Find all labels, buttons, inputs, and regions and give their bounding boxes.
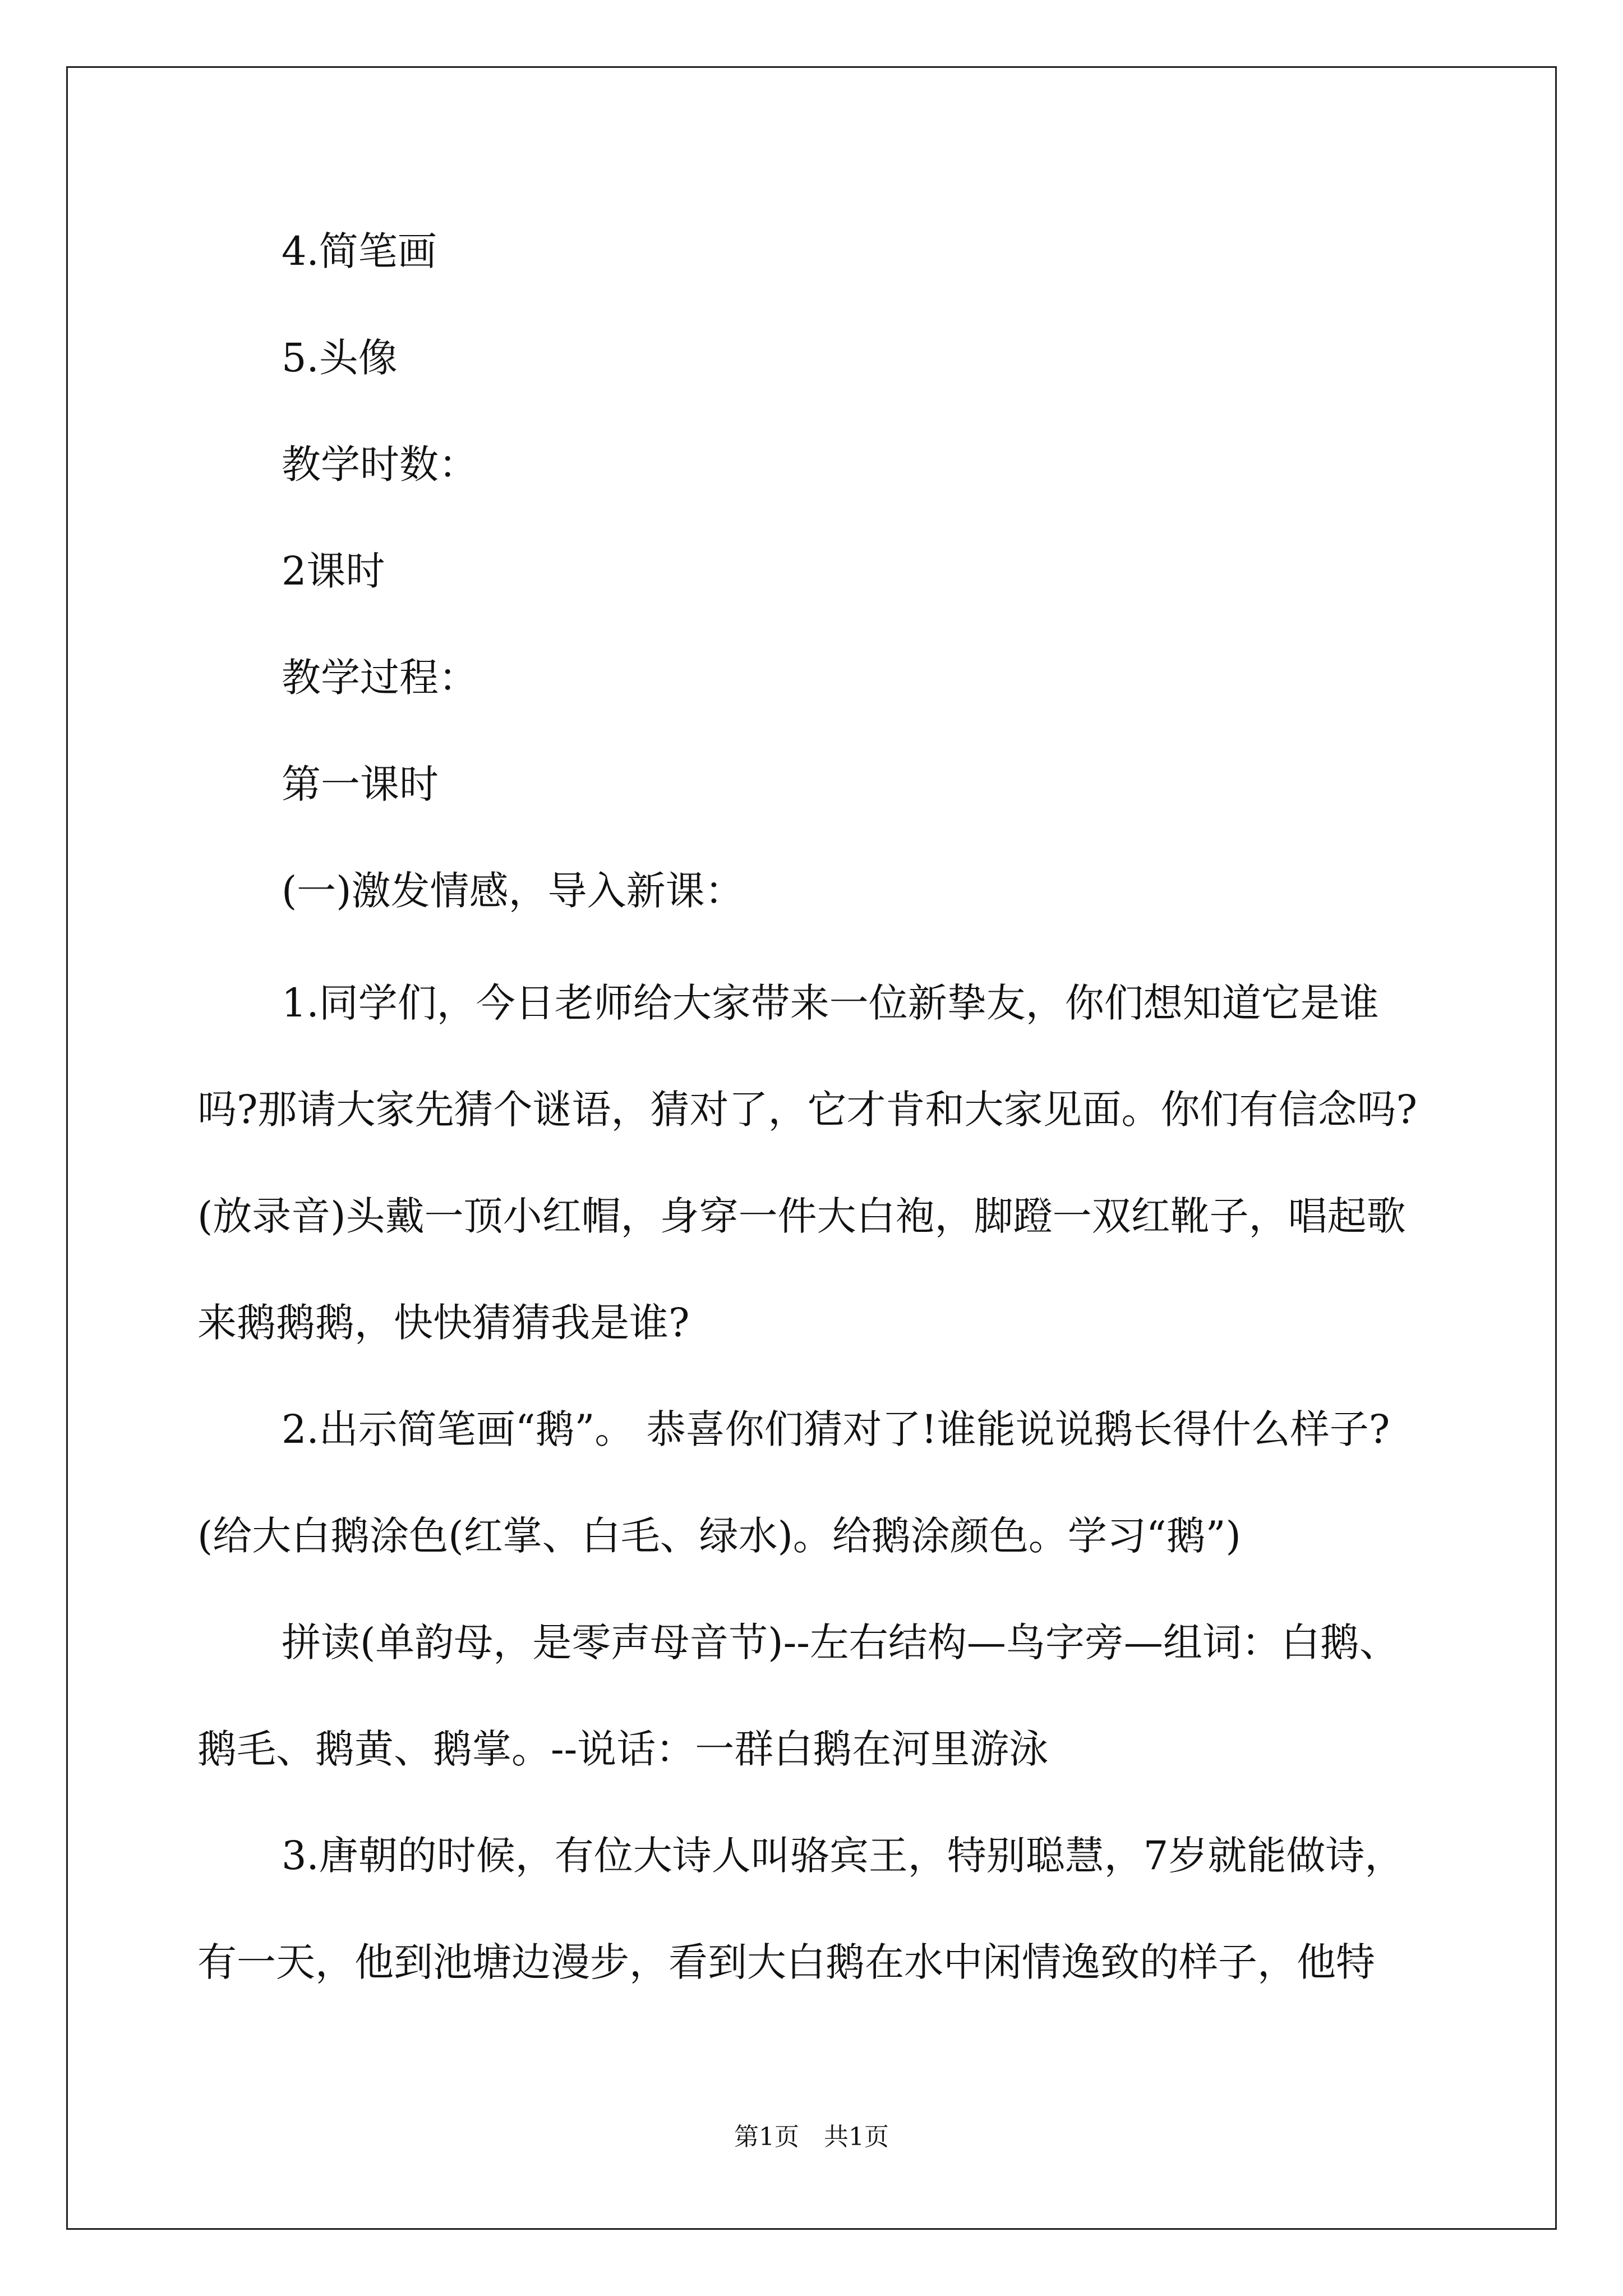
line-teaching-process-label: 教学过程： — [282, 655, 478, 701]
section-heading-intro: (一)激发情感，导入新课： — [282, 868, 744, 914]
line-sketch: 4.简笔画 — [282, 228, 437, 274]
paragraph-spelling: 拼读(单韵母，是零声母音节)--左右结构—鸟字旁—组词：白鹅、鹅毛、鹅黄、鹅掌。--说话：一群白鹅在河里游泳 — [197, 1619, 1399, 1772]
paragraph-riddle: 1.同学们，今日老师给大家带来一位新挚友，你们想知道它是谁吗?那请大家先猜个谜语，猜对了，它才肯和大家见面。你们有信念吗?(放录音)头戴一顶小红帽，身穿一件大白袍，脚蹬一双红靴子，唱起歌来鹅鹅鹅，快快猜猜我是谁? — [197, 980, 1418, 1346]
paragraph-show-goose: 2.出示简笔画“鹅”。 恭喜你们猜对了!谁能说说鹅长得什么样子?(给大白鹅涂色(红掌、白毛、绿水)。给鹅涂颜色。学习“鹅”) — [197, 1406, 1390, 1559]
paragraph-tang-dynasty: 3.唐朝的时候，有位大诗人叫骆宾王，特别聪慧，7岁就能做诗，有一天，他到池塘边漫步，看到大白鹅在水中闲情逸致的样子，他特 — [197, 1833, 1404, 1985]
line-first-lesson: 第一课时 — [282, 761, 439, 807]
line-avatar: 5.头像 — [282, 335, 398, 381]
line-teaching-hours-label: 教学时数： — [282, 441, 478, 487]
page-number-footer: 第1页 共1页 — [734, 2123, 889, 2151]
line-teaching-hours-value: 2课时 — [282, 548, 385, 594]
